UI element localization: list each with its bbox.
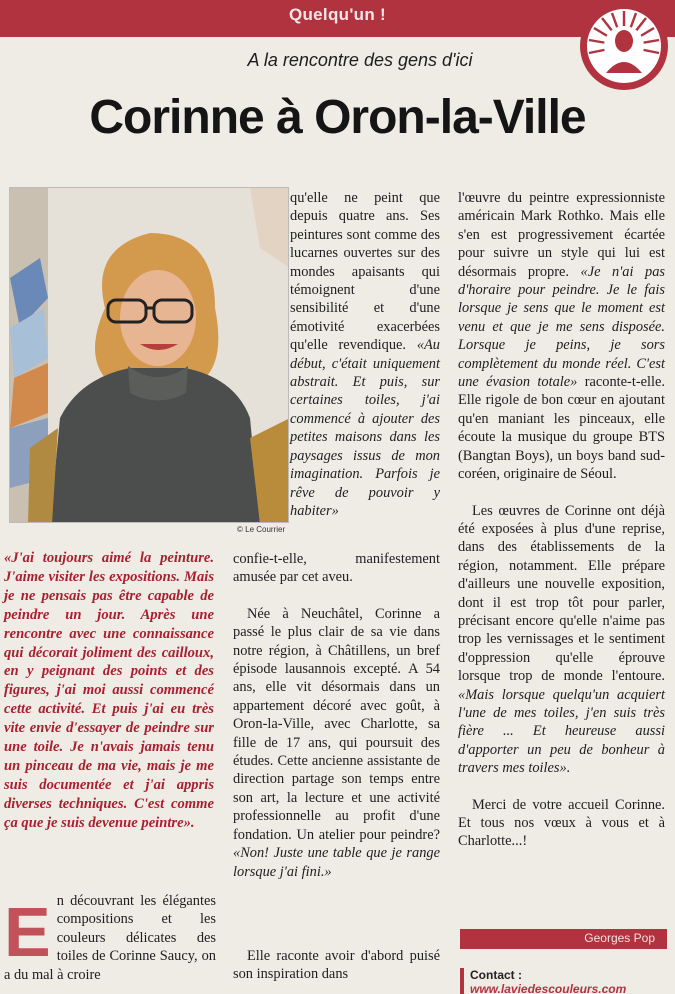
contact-label: Contact :: [470, 968, 522, 982]
intro-text: n découvrant les élégantes compositions et les couleurs délicates des toiles de Corinne Saucy, on a du mal à croire: [4, 893, 216, 983]
headline: Corinne à Oron-la-Ville: [89, 91, 586, 144]
article-column-1-bottom: [233, 550, 440, 881]
paragraph-text: raconte-t-elle. Elle rigole de bon cœur en ajoutant qu'en maniant les pinceaux, elle écoute la musique du groupe BTS (Bangtan Boys), un boys band sud-coréen, originaire de Séoul.: [458, 374, 665, 483]
paragraph: [458, 796, 665, 851]
intro-paragraph: [4, 892, 216, 984]
signature-band: [460, 929, 667, 949]
quote-text: «Non! Juste une table que je range lorsque j'ai fini.»: [233, 845, 440, 880]
paragraph-text: Les œuvres de Corinne ont déjà été exposées à plus d'une reprise, dans des établissements de la région, notamment. Elle prépare d'ailleurs une nouvelle exposition, dont il est trop tôt pour parler, précisant encore qu'elle n'aime pas trop les vernissages et le sentiment d'oppression qu'elle éprouve lorsque trop de monde l'entoure.: [458, 502, 665, 685]
paragraph-text: Née à Neuchâtel, Corinne a passé le plus clair de sa vie dans notre région, à Châtillens, un bref épisode lausannois excepté. A 54 ans, elle vit désormais dans un appartement décoré avec goût, à Oron-la-Ville, avec Charlotte, sa fille de 17 ans, qui poursuit des études. Cette ancienne assistante de direction partage son temps entre son art, la lecture et une activité professionnelle au profit d'une fondation. Un atelier pour peindre?: [233, 605, 440, 843]
portrait-photo: [9, 187, 289, 523]
paragraph-text: qu'elle ne peint que depuis quatre ans. Ses peintures sont comme des lucarnes ouvertes sur des mondes apaisants qui témoignent d'une sensibilité et d'une émotivité exacerbées qu'elle revendique.: [290, 190, 440, 354]
quote-text: «Au début, c'était uniquement abstrait. Et puis, sur certaines toiles, j'ai commencé à ajouter des petites maisons dans les paysages issus de mon imagination. Parfois je rêve de pouvoir y habiter»: [290, 337, 440, 519]
paragraph: [458, 502, 665, 778]
contact-line: [460, 968, 670, 994]
contact-url[interactable]: www.laviedescouleurs.com: [470, 982, 627, 994]
rubric-title: Quelqu'un !: [288, 5, 387, 24]
author-signature: Georges Pop: [584, 931, 655, 945]
paragraph: [290, 189, 440, 520]
paragraph-text: confie-t-elle, manifestement amusée par cet aveu.: [233, 551, 440, 586]
portrait-illustration: [10, 188, 289, 523]
paragraph: [458, 189, 665, 484]
photo-credit: © Le Courrier: [237, 525, 286, 534]
person-sunburst-icon: [578, 1, 670, 91]
paragraph-text: Merci de votre accueil Corinne. Et tous nos vœux à vous et à Charlotte...!: [458, 796, 665, 850]
article-column-1-end: [233, 947, 440, 984]
article-column-2: [458, 189, 665, 851]
paragraph: [233, 550, 440, 587]
paragraph-text: Elle raconte avoir d'abord puisé son inspiration dans: [233, 948, 440, 983]
quote-text: «Je n'ai pas d'horaire pour peindre. Je le fais lorsque je sens que le moment est venu et que je me sens disposée. Lorsque je peins, je sors complètement du monde réel. C'est une évasion totale»: [458, 263, 665, 391]
paragraph: [233, 605, 440, 881]
paragraph-text: l'œuvre du peintre expressionniste américain Mark Rothko. Mais elle s'en est progressivement écartée pour suivre un style qui lui est désormais propre.: [458, 190, 665, 280]
quote-text: «Mais lorsque quelqu'un acquiert l'une de mes toiles, j'en suis très fière ... Et heureuse aussi d'apporter un peu de bonheur à travers mes toiles».: [458, 686, 665, 777]
drop-cap: E: [4, 893, 51, 971]
pull-quote: «J'ai toujours aimé la peinture. J'aime visiter les expositions. Mais je ne pensais pas être capable de peindre un jour. Après une rencontre avec une connaissance qui décorait joliment des cailloux, en y peignant des points et des figures, j'ai moi aussi commencé cette activité. Et puis j'ai eu très vite envie d'essayer de peindre sur une toile. Je n'avais jamais tenu un pinceau de ma vie, mais je me suis documentée et j'ai appris diverses techniques. C'est comme ça que je suis devenue peintre».: [4, 550, 214, 831]
paragraph: [233, 947, 440, 984]
article-column-1-top: [290, 189, 440, 520]
kicker: A la rencontre des gens d'ici: [247, 50, 473, 70]
